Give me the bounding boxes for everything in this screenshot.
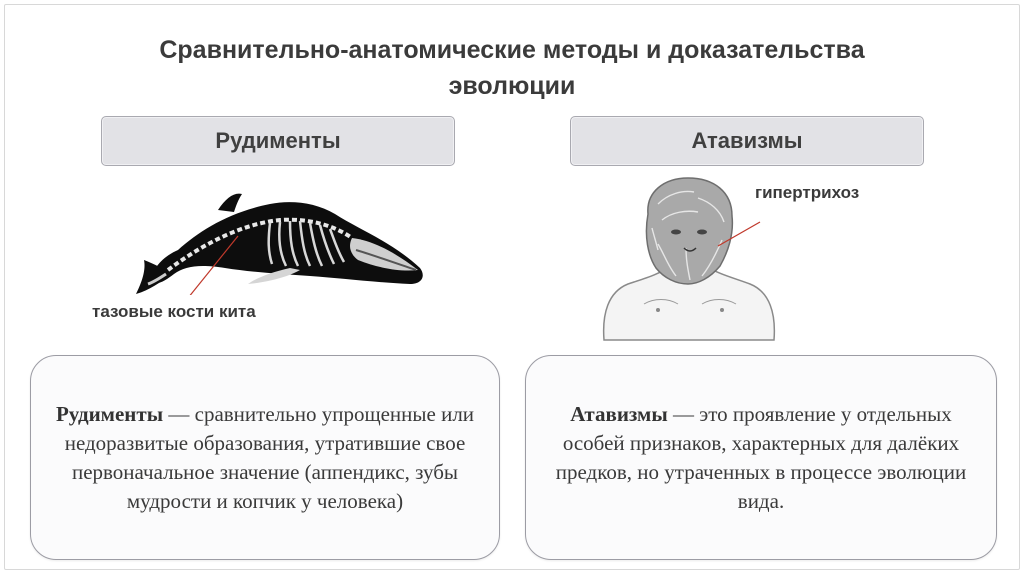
whale-skeleton-illustration [130,190,430,295]
atavisms-definition [526,400,996,516]
title-line-1: Сравнительно-анатомические методы и доказательства [159,36,865,64]
title-line-2: эволюции [448,72,576,100]
hypertrichosis-caption: гипертрихоз [755,183,860,202]
rudiments-term: Рудименты [55,401,164,426]
rudiments-tag: Рудименты [101,116,455,166]
rudiments-definition-text: — сравнительно упрощенные или недоразвитые образования, утратившие свое первоначальное значение (аппендикс, зубы мудрости и копчик у человека) [64,401,475,513]
rudiments-definition-box [30,355,500,560]
atavisms-definition-text: — это проявление у отдельных особей признаков, характерных для далёких предков, но утраченных в процессе эволюции вида. [555,401,967,513]
hypertrichosis-person-illustration [598,174,780,342]
slide-title [0,32,1024,104]
rudiments-definition [31,400,499,516]
atavisms-term: Атавизмы [570,401,668,426]
atavisms-tag: Атавизмы [570,116,924,166]
atavisms-definition-box [525,355,997,560]
whale-caption: тазовые кости кита [92,302,256,321]
